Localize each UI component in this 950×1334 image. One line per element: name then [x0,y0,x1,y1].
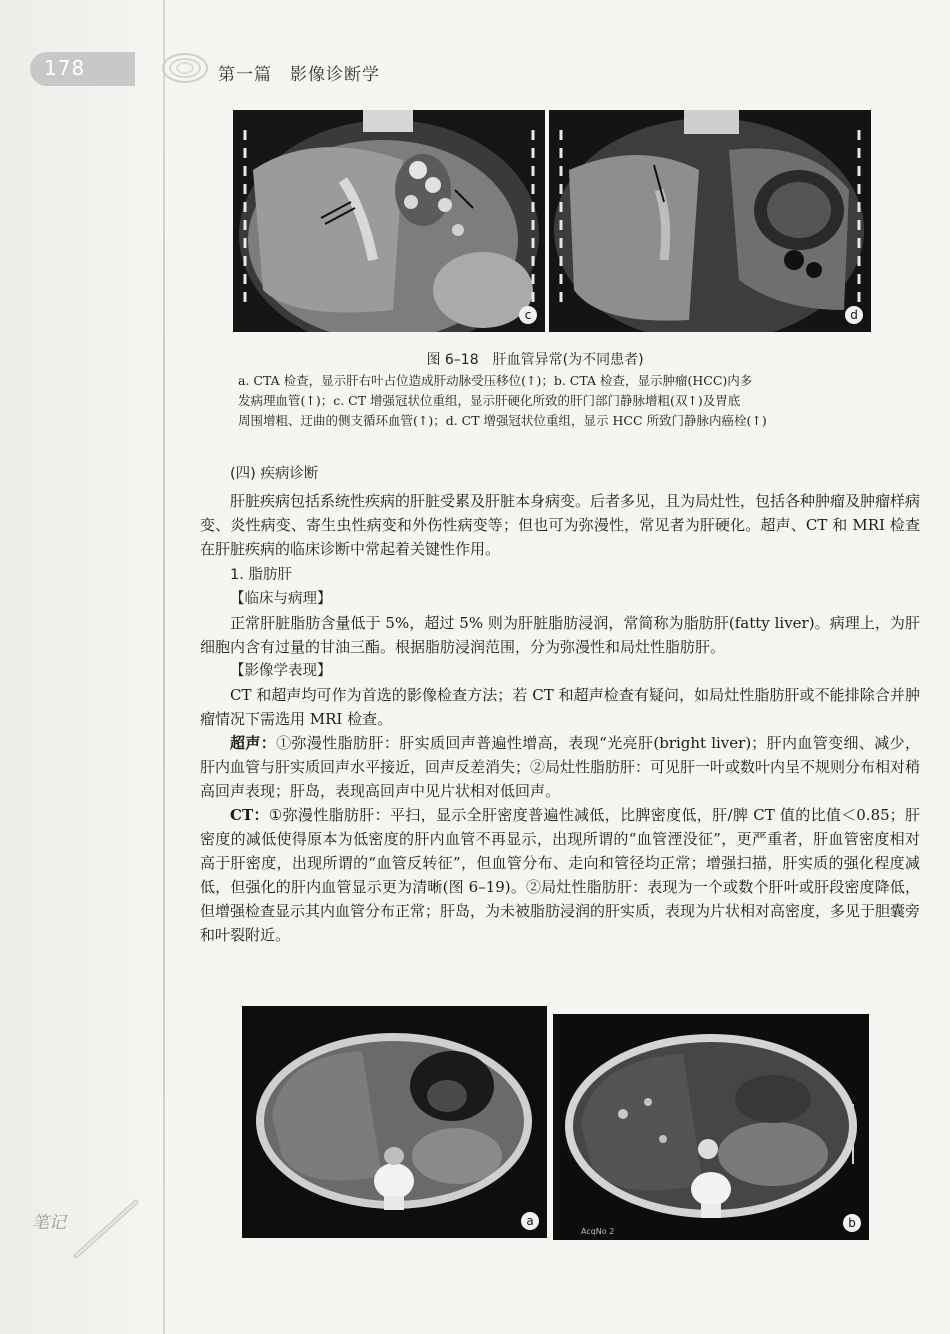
caption-line: a. CTA 检查，显示肝右叶占位造成肝动脉受压移位(↑)；b. CTA 检查，显示肿瘤(HCC)内多 [238,373,753,388]
subsection-heading: 1. 脂肪肝 [230,567,292,583]
ct-text: ①弥漫性脂肪肝：平扫，显示全肝密度普遍性减低，比脾密度低，肝/脾 CT 值的比值＜0.85；肝密度的减低使得原本为低密度的肝内血管不再显示，出现所谓的“血管湮没征”，更严重者，肝血管密度相对高于肝密度，出现所谓的“血管反转征”，但血管分布、走向和管径均正常；增强扫描，肝实质的强化程度减低，但强化的肝内血管显示更为清晰(图 6–19)。②局灶性脂肪肝：表现为一个或数个肝叶或肝段密度降低，但增强检查显示其内血管分布正常；肝岛，为未被脂肪浸润的肝实质，表现为片状相对高密度，多见于胆囊旁和叶裂附近。 [200,806,921,944]
axial-ct-image [242,1006,547,1238]
figure-caption-title: 图 6–18 肝血管异常(为不同患者) [426,352,644,368]
imaging-paragraph: CT 和超声均可作为首选的影像检查方法；若 CT 和超声检查有疑问，如局灶性脂肪肝或不能排除合并肿瘤情况下需选用 MRI 检查。 [200,686,920,728]
coronal-ct-image [549,110,871,332]
panel-label-a: a [521,1212,539,1230]
ct-paragraph [200,803,920,947]
figure-panel-a [242,1006,547,1238]
running-title: 第一篇 影像诊断学 [218,65,380,85]
caption-line: 发病理血管(↑)；c. CT 增强冠状位重组，显示肝硬化所致的肝门部门静脉增粗(双↑)及胃底 [238,393,741,408]
panel-label-d: d [845,306,863,324]
pencil-icon [66,1194,146,1264]
intro-paragraph: 肝脏疾病包括系统性疾病的肝脏受累及肝脏本身病变。后者多见，且为局灶性，包括各种肿瘤及肿瘤样病变、炎性病变、寄生虫性病变和外伤性病变等；但也可为弥漫性，常见者为肝硬化。超声、CT 和 MRI 检查在肝脏疾病的临床诊断中常起着关键性作用。 [200,492,921,558]
caption-line: 周围增粗、迂曲的侧支循环血管(↑)；d. CT 增强冠状位重组，显示 HCC 所致门静脉内癌栓(↑) [238,413,767,428]
figure-panel-d [549,110,871,332]
clinical-heading: 【临床与病理】 [230,591,332,607]
figure-caption-body [238,371,888,431]
coronal-ct-image [233,110,545,332]
scan-overlay-text: AcqNo 2 [581,1227,615,1236]
page-number: 178 [44,56,86,80]
figure-panel-c [233,110,545,332]
figure-panel-b [553,1014,869,1240]
imaging-heading: 【影像学表现】 [230,663,332,679]
panel-label-b: b [843,1214,861,1232]
ultrasound-lead: 超声： [230,734,277,752]
swirl-ornament-icon [160,48,210,88]
ct-lead: CT： [230,806,269,824]
axial-ct-image [553,1014,869,1240]
ultrasound-text: ①弥漫性脂肪肝：肝实质回声普遍性增高，表现“光亮肝(bright liver)；肝内血管变细、减少，肝内血管与肝实质回声水平接近，回声反差消失；②局灶性脂肪肝：可见肝一叶或数叶内呈不规则分布相对稍高回声表现；肝岛，表现高回声中见片状相对低回声。 [200,734,921,800]
section-heading: (四) 疾病诊断 [230,466,319,482]
margin-rule [163,0,165,1334]
clinical-paragraph: 正常肝脏脂肪含量低于 5%，超过 5% 则为肝脏脂肪浸润，常简称为脂肪肝(fatty liver)。病理上，为肝细胞内含有过量的甘油三酯。根据脂肪浸润范围，分为弥漫性和局灶性脂肪肝。 [200,614,920,656]
notes-label: 笔记 [32,1213,66,1233]
left-margin [0,0,165,1334]
main-text [200,462,920,947]
ultrasound-paragraph [200,731,920,803]
panel-label-c: c [519,306,537,324]
